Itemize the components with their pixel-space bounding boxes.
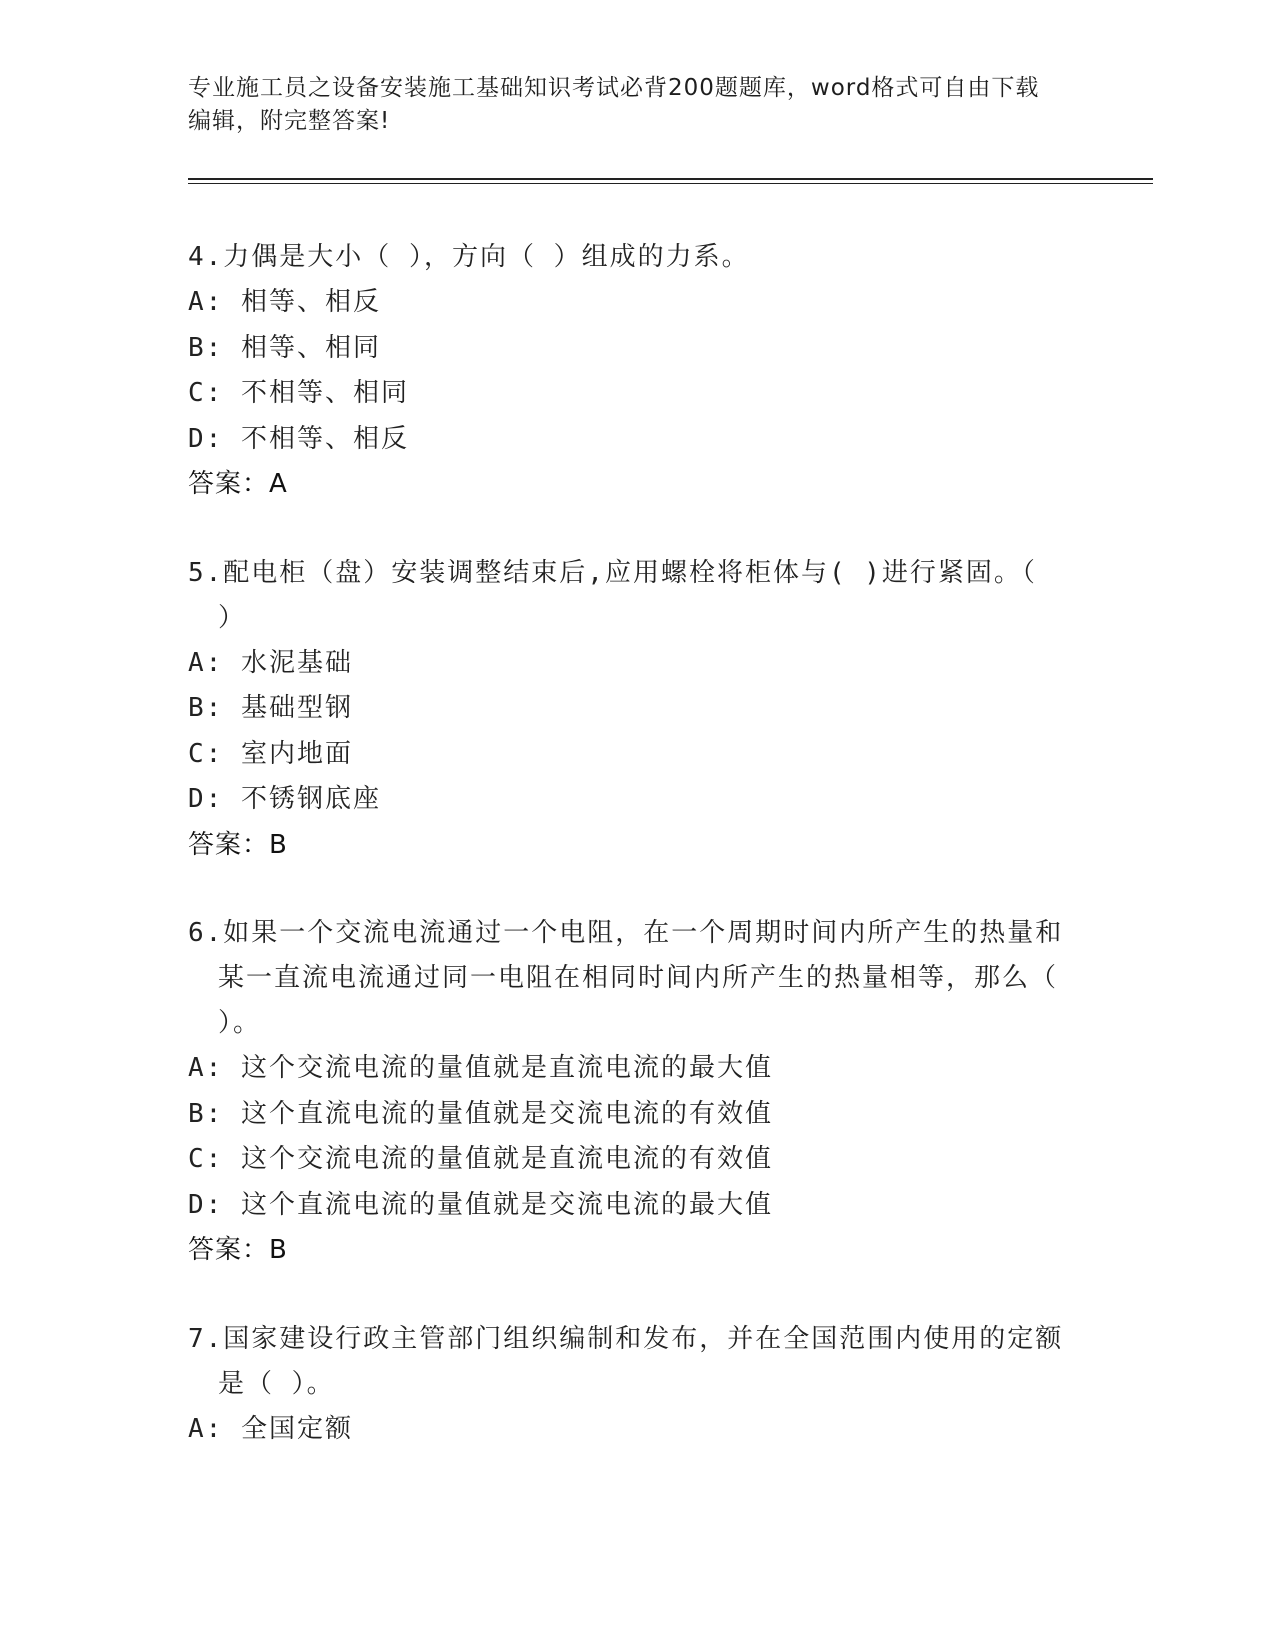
option-a: A: 相等、相反 [188,287,381,317]
answer: 答案：B [188,1235,288,1265]
option-b: B: 相等、相同 [188,332,381,363]
option-d: D: 这个直流电流的量值就是交流电流的最大值 [188,1189,773,1220]
question-4 [188,235,1068,508]
header-line-2: 编辑，附完整答案! [188,108,391,134]
document-header [188,72,1088,138]
question-stem: 4.力偶是大小（ ），方向（ ）组成的力系。 [188,242,750,272]
question-7 [188,1317,1068,1453]
option-d: D: 不锈钢底座 [188,784,381,814]
question-list [188,235,1068,1495]
option-a: A: 全国定额 [188,1413,353,1444]
header-divider-thin [188,183,1153,184]
question-stem: 5.配电柜（盘）安装调整结束后,应用螺栓将柜体与( )进行紧固。（ ） [188,557,1037,633]
option-c: C: 这个交流电流的量值就是直流电流的有效值 [188,1144,773,1174]
option-c: C: 不相等、相同 [188,378,409,408]
option-d: D: 不相等、相反 [188,423,409,454]
option-c: C: 室内地面 [188,738,353,769]
header-line-1: 专业施工员之设备安装施工基础知识考试必背200题题库，word格式可自由下载 [188,75,1040,101]
option-b: B: 这个直流电流的量值就是交流电流的有效值 [188,1098,773,1129]
question-stem: 7.国家建设行政主管部门组织编制和发布，并在全国范围内使用的定额是（ ）。 [188,1323,1064,1399]
header-divider [188,178,1153,180]
option-b: B: 基础型钢 [188,693,353,723]
answer: 答案：B [188,829,288,860]
option-a: A: 水泥基础 [188,647,353,678]
option-a: A: 这个交流电流的量值就是直流电流的最大值 [188,1053,773,1083]
question-6 [188,911,1068,1274]
question-stem: 6.如果一个交流电流通过一个电阻，在一个周期时间内所产生的热量和某一直流电流通过同一电阻在相同时间内所产生的热量相等，那么（ ）。 [188,918,1064,1038]
answer: 答案：A [188,469,288,499]
question-5 [188,551,1068,869]
